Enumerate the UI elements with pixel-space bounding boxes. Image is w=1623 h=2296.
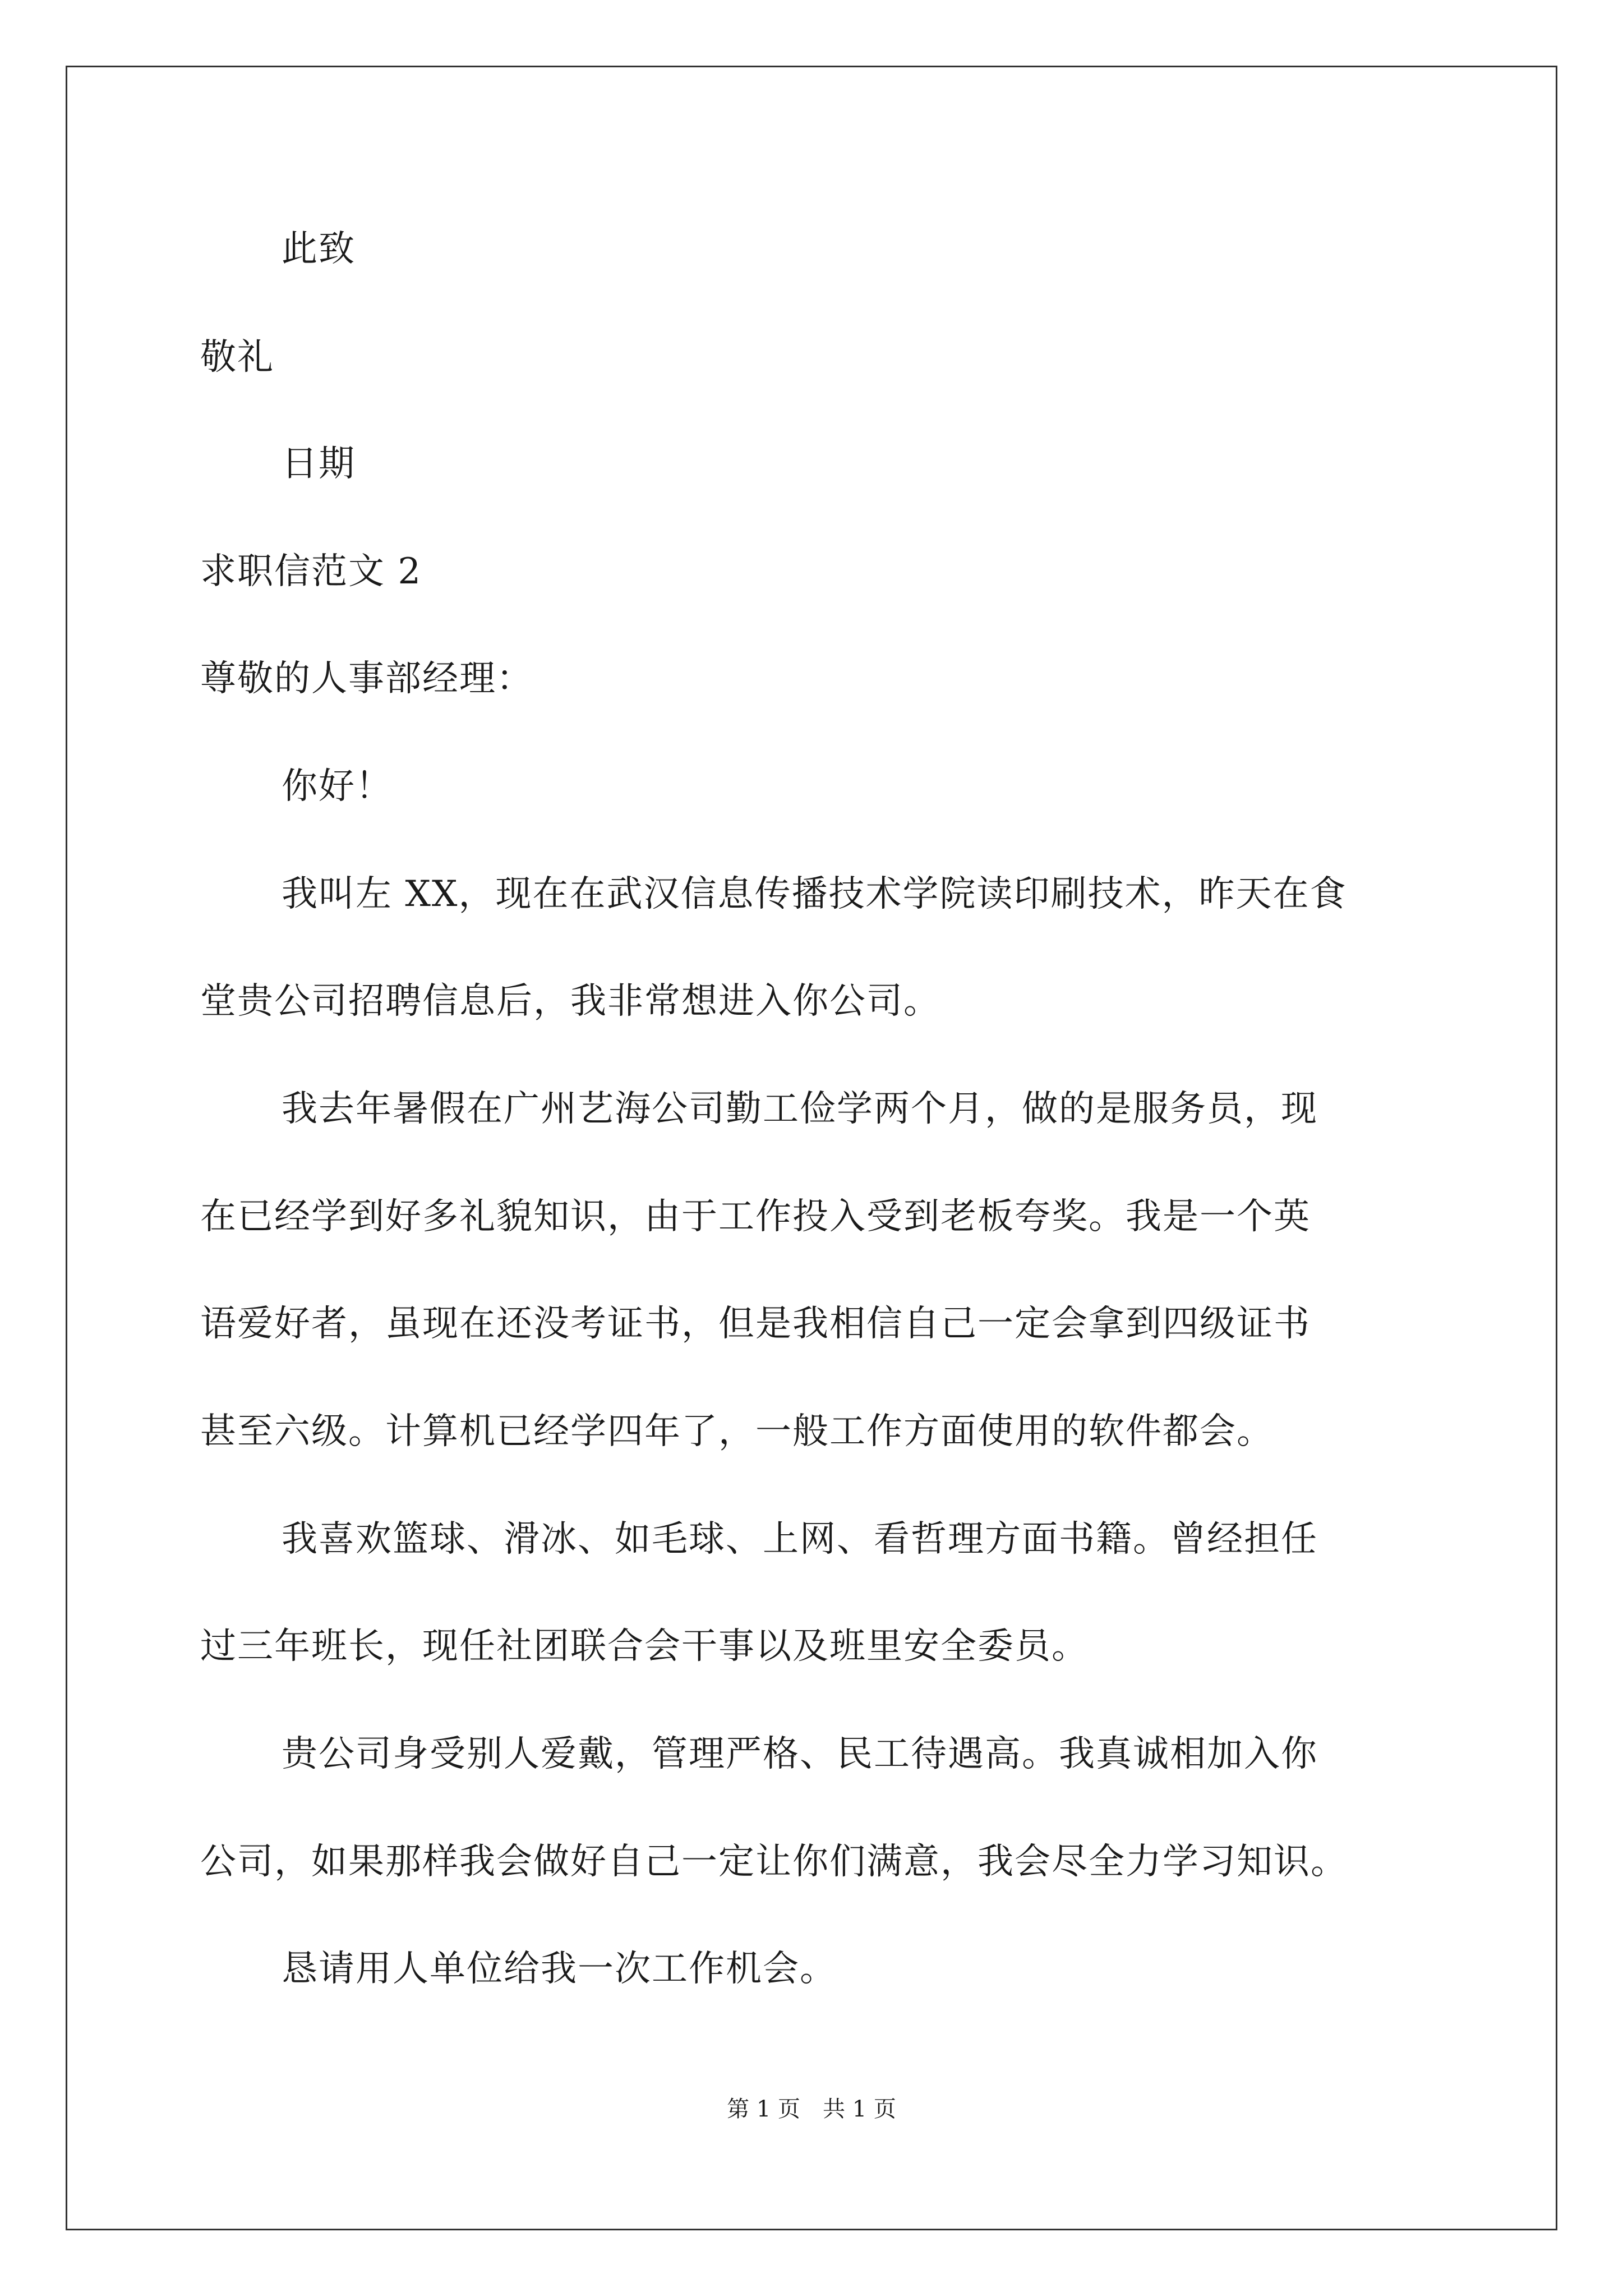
greeting-recipient: 尊敬的人事部经理： — [200, 658, 533, 700]
paragraph-line: 过三年班长，现任社团联合会干事以及班里安全委员。 — [200, 1626, 1089, 1667]
greeting-hello: 你好！ — [282, 766, 393, 807]
date-label: 日期 — [282, 443, 356, 485]
closing-respect: 敬礼 — [200, 337, 274, 378]
paragraph-line: 公司，如果那样我会做好自己一定让你们满意，我会尽全力学习知识。 — [200, 1841, 1348, 1883]
page-footer: 第 1 页 共 1 页 — [727, 2096, 896, 2122]
paragraph-line: 恳请用人单位给我一次工作机会。 — [282, 1948, 837, 1990]
page-border — [66, 66, 1557, 2230]
paragraph-line: 语爱好者，虽现在还没考证书，但是我相信自己一定会拿到四级证书 — [200, 1303, 1311, 1345]
paragraph-line: 我喜欢篮球、滑冰、如毛球、上网、看哲理方面书籍。曾经担任 — [282, 1519, 1318, 1560]
paragraph-line: 贵公司身受别人爱戴，管理严格、民工待遇高。我真诚相加入你 — [282, 1733, 1318, 1775]
paragraph-line: 在已经学到好多礼貌知识，由于工作投入受到老板夸奖。我是一个英 — [200, 1196, 1311, 1237]
paragraph-line: 堂贵公司招聘信息后，我非常想进入你公司。 — [200, 981, 940, 1022]
paragraph-line: 我去年暑假在广州艺海公司勤工俭学两个月，做的是服务员，现 — [282, 1088, 1318, 1130]
section-title: 求职信范文 2 — [200, 551, 422, 592]
closing-salutation: 此致 — [282, 228, 356, 270]
paragraph-line: 我叫左 XX，现在在武汉信息传播技术学院读印刷技术，昨天在食 — [282, 873, 1347, 915]
paragraph-line: 甚至六级。计算机已经学四年了，一般工作方面使用的软件都会。 — [200, 1411, 1274, 1452]
